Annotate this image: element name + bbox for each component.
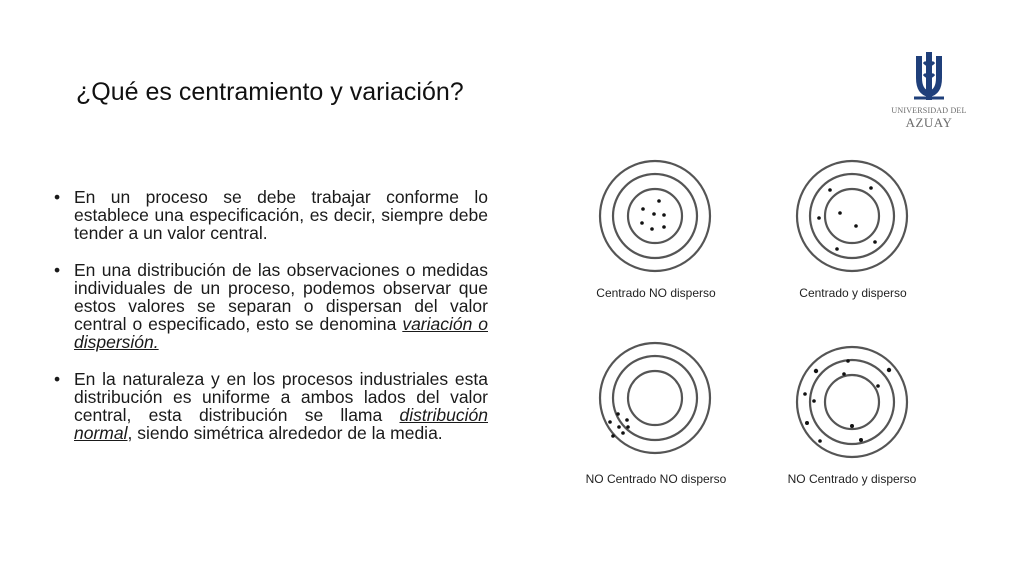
bullet-2-text: En una distribución de las observaciones o medidas individuales de un proceso, podemos observar que estos valores se separan o dispersan del valor central o especificado, esto se denomina bbox=[74, 260, 488, 334]
caption-centered-dispersed: Centrado y disperso bbox=[799, 286, 907, 300]
caption-not-centered-not-dispersed: NO Centrado NO disperso bbox=[585, 472, 727, 486]
target-centered-dispersed bbox=[797, 161, 907, 271]
target-diagram bbox=[570, 150, 950, 500]
bullet-3 bbox=[54, 370, 488, 442]
bullet-3-emphasis: distribución normal bbox=[74, 405, 488, 443]
target-1-dots bbox=[640, 199, 666, 231]
university-logo bbox=[886, 50, 972, 132]
bullet-3-text: En la naturaleza y en los procesos industriales esta distribución es uniforme a ambos lados del valor central, esta distribución se llama bbox=[74, 369, 488, 425]
logo-line-2: AZUAY bbox=[905, 115, 953, 130]
bullet-1 bbox=[54, 188, 488, 242]
bullet-2 bbox=[54, 261, 488, 351]
caption-centered-not-dispersed: Centrado NO disperso bbox=[596, 286, 716, 300]
slide-title: ¿Qué es centramiento y variación? bbox=[76, 78, 464, 106]
logo-line-1: UNIVERSIDAD DEL bbox=[891, 106, 967, 115]
target-3-dots bbox=[608, 412, 630, 438]
bullet-2-emphasis: variación o dispersión. bbox=[74, 314, 488, 352]
target-not-centered-not-dispersed bbox=[600, 343, 710, 453]
bullet-list bbox=[54, 188, 488, 461]
bullet-1-text: En un proceso se debe trabajar conforme lo establece una especificación, es decir, siempre debe tender a un valor central. bbox=[74, 187, 488, 243]
university-emblem-icon bbox=[886, 50, 972, 106]
caption-not-centered-dispersed: NO Centrado y disperso bbox=[787, 472, 917, 486]
target-centered-not-dispersed bbox=[600, 161, 710, 271]
bullet-3-tail: , siendo simétrica alrededor de la media. bbox=[127, 423, 443, 443]
